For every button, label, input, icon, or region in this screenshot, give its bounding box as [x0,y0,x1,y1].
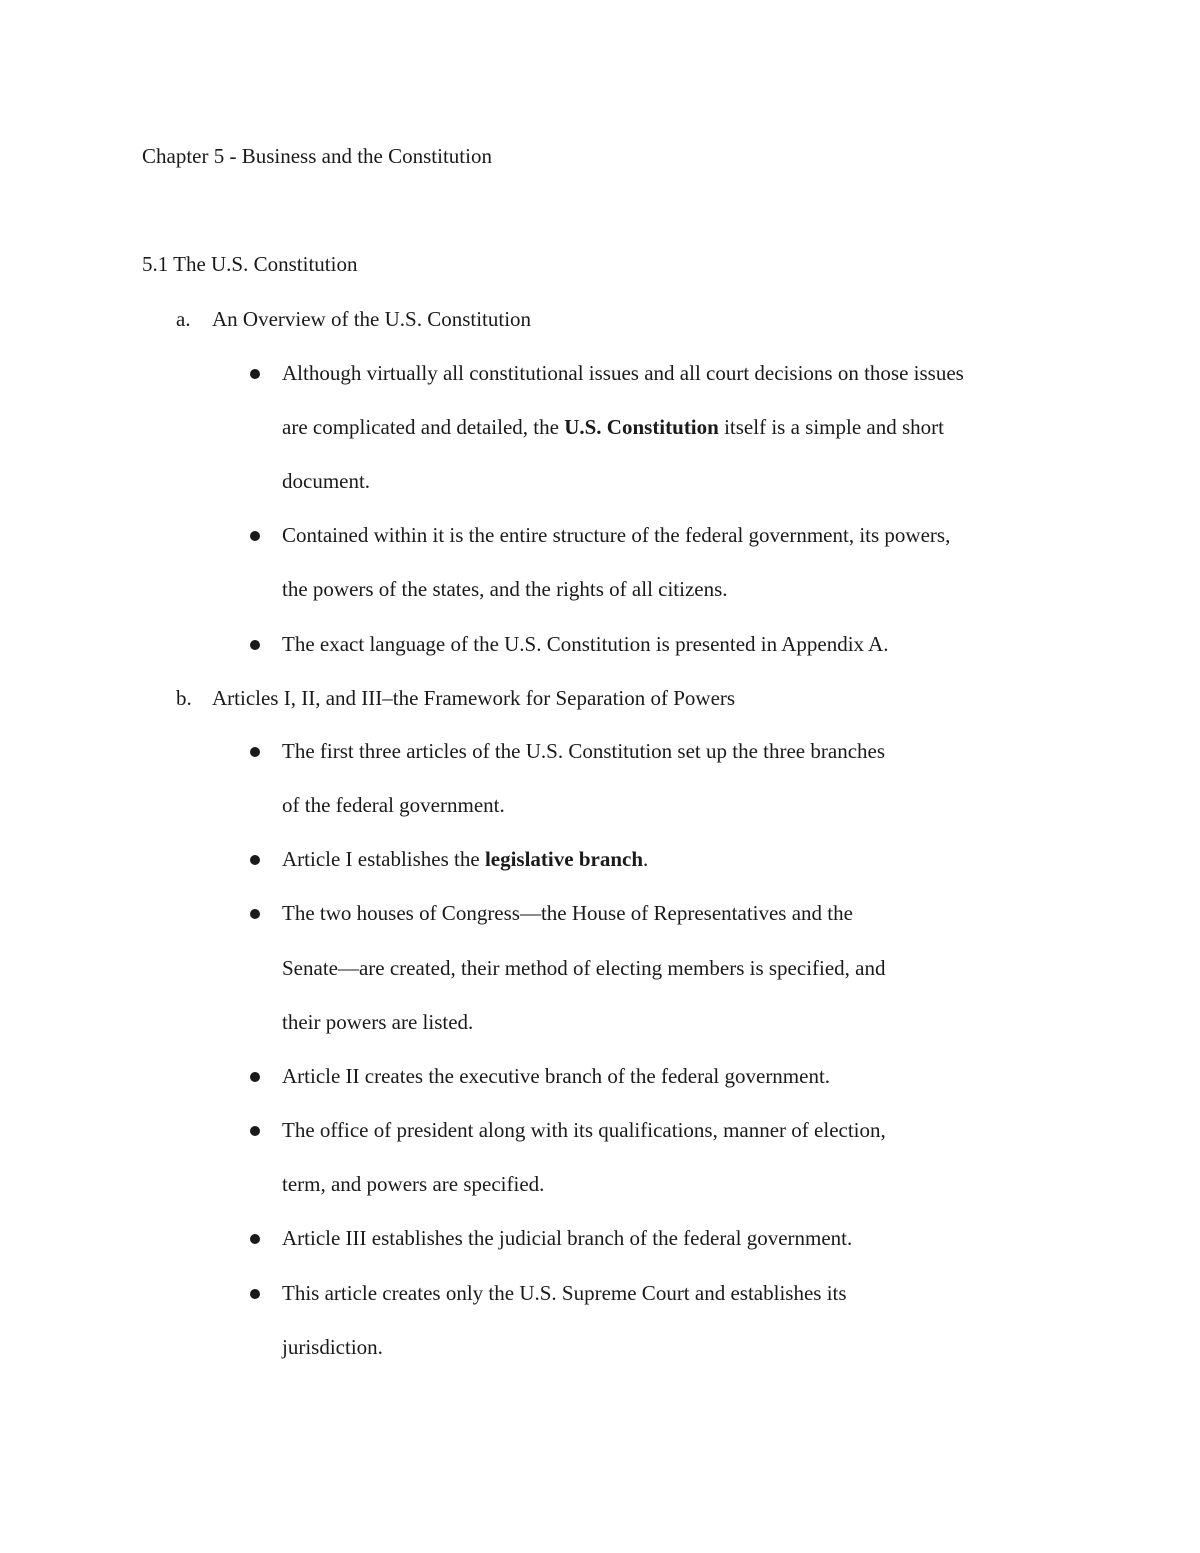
bullet-dot-icon [250,531,260,541]
bullet-text-line: The office of president along with its qualifications, manner of election, [282,1118,886,1142]
bullet-dot-icon [250,909,260,919]
bold-term: legislative branch [484,847,644,871]
document-title: Chapter 5 - Business and the Constitution [142,144,492,168]
bullet-dot-icon [250,369,260,379]
bullet-text-line: The two houses of Congress—the House of Representatives and the [282,901,853,925]
bullet-dot-icon [250,1072,260,1082]
bullet-text-line: the powers of the states, and the rights of all citizens. [282,577,728,601]
bullet-text-line: The exact language of the U.S. Constitution is presented in Appendix A. [282,632,889,656]
bullet-text-line: Senate—are created, their method of electing members is specified, and [282,956,886,980]
bullet-dot-icon [250,1126,260,1136]
bullet-text-line: This article creates only the U.S. Supreme Court and establishes its [282,1281,847,1305]
bullet-dot-icon [250,640,260,650]
bullet-text-line: Although virtually all constitutional issues and all court decisions on those issues [282,361,964,385]
bold-term: U.S. Constitution [564,415,719,439]
bullet-text-line: Contained within it is the entire structure of the federal government, its powers, [282,523,951,547]
bullet-text-line: The first three articles of the U.S. Constitution set up the three branches [282,739,886,763]
section-heading: 5.1 The U.S. Constitution [142,252,358,276]
bullet-text-line: term, and powers are specified. [282,1172,545,1196]
subsection-marker: b. [176,686,192,710]
subsection-marker: a. [176,307,191,331]
bullet-dot-icon [250,1234,260,1244]
bullet-text-line: are complicated and detailed, the U.S. Constitution itself is a simple and short [282,415,944,439]
bullet-dot-icon [250,855,260,865]
bullet-text-line: document. [282,469,371,493]
bullet-text-line: Article I establishes the legislative branch. [282,847,649,871]
subsection-heading: An Overview of the U.S. Constitution [212,307,532,331]
bullet-dot-icon [250,1289,260,1299]
bullet-text-line: of the federal government. [282,793,505,817]
bullet-text-line: jurisdiction. [282,1335,383,1359]
subsection-heading: Articles I, II, and III–the Framework for Separation of Powers [212,686,736,710]
bullet-dot-icon [250,747,260,757]
bullet-text-line: their powers are listed. [282,1010,474,1034]
bullet-text-line: Article III establishes the judicial branch of the federal government. [282,1226,853,1250]
bullet-text-line: Article II creates the executive branch of the federal government. [282,1064,831,1088]
